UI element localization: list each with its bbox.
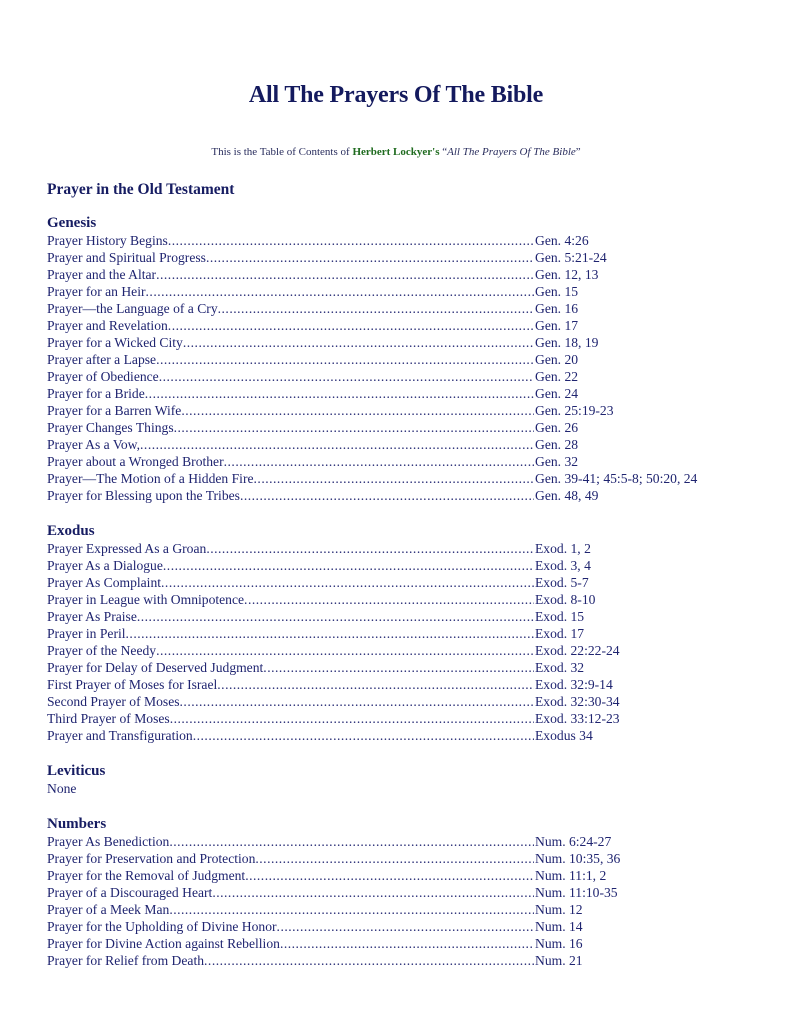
- entry-title: Prayer of a Discouraged Heart: [47, 885, 213, 900]
- scripture-reference: Gen. 12, 13: [535, 267, 599, 282]
- dot-leader: [174, 419, 534, 436]
- scripture-reference: Gen. 39-41; 45:5-8; 50:20, 24: [535, 471, 698, 486]
- entry-title-with-leaders: [47, 574, 534, 591]
- toc-entry: [47, 727, 747, 744]
- entry-title: Prayer and Revelation: [47, 318, 168, 333]
- dot-leader: [146, 283, 534, 300]
- scripture-reference: Num. 14: [535, 919, 583, 934]
- entry-title: Prayer for the Upholding of Divine Honor: [47, 919, 277, 934]
- toc-entry: [47, 453, 747, 470]
- entry-title-with-leaders: [47, 402, 534, 419]
- entry-title-with-leaders: [47, 608, 534, 625]
- entry-title-with-leaders: [47, 300, 534, 317]
- dot-leader: [240, 487, 534, 504]
- dot-leader: [204, 952, 534, 969]
- scripture-reference: Gen. 20: [535, 352, 579, 367]
- author-name: Herbert Lockyer's: [352, 146, 440, 158]
- toc-entry: [47, 351, 747, 368]
- entry-title: Prayer As Benediction: [47, 834, 170, 849]
- entry-title: Prayer for a Bride: [47, 386, 145, 401]
- entry-title-with-leaders: [47, 867, 534, 884]
- scripture-reference: Exod. 22:22-24: [535, 643, 620, 658]
- close-quote: ”: [575, 146, 581, 158]
- entry-title-with-leaders: [47, 918, 534, 935]
- entry-title: Prayer of a Meek Man: [47, 902, 170, 917]
- toc-entry: [47, 935, 747, 952]
- dot-leader: [156, 266, 534, 283]
- entry-title: Prayer As Complaint: [47, 575, 162, 590]
- entry-title: Prayer about a Wronged Brother: [47, 454, 224, 469]
- dot-leader: [206, 249, 534, 266]
- toc-entry: [47, 608, 747, 625]
- scripture-reference: Exod. 1, 2: [535, 541, 591, 556]
- toc-entry: [47, 487, 747, 504]
- scripture-reference: Gen. 32: [535, 454, 579, 469]
- toc-entry: [47, 266, 747, 283]
- dot-leader: [169, 833, 534, 850]
- dot-leader: [277, 918, 534, 935]
- entry-title: Prayer in Peril: [47, 626, 126, 641]
- scripture-reference: Gen. 5:21-24: [535, 250, 607, 265]
- toc-entry: [47, 693, 747, 710]
- scripture-reference: Gen. 18, 19: [535, 335, 599, 350]
- toc-entry: [47, 867, 747, 884]
- entry-title: Prayer of Obedience: [47, 369, 159, 384]
- entry-title-with-leaders: [47, 884, 534, 901]
- entry-title: Prayer for Preservation and Protection: [47, 851, 256, 866]
- scripture-reference: Exod. 32:30-34: [535, 694, 620, 709]
- dot-leader: [255, 850, 534, 867]
- entry-title: Prayer History Begins: [47, 233, 168, 248]
- entry-title: Prayer—the Language of a Cry: [47, 301, 218, 316]
- entry-title: Prayer Expressed As a Groan: [47, 541, 207, 556]
- entry-title-with-leaders: [47, 283, 534, 300]
- toc-entry: [47, 540, 747, 557]
- entry-title: Prayer and Transfiguration: [47, 728, 193, 743]
- dot-leader: [254, 470, 534, 487]
- toc-entry: [47, 317, 747, 334]
- entry-title-with-leaders: [47, 952, 534, 969]
- dot-leader: [263, 659, 534, 676]
- toc-entry: [47, 300, 747, 317]
- toc-entry: [47, 710, 747, 727]
- dot-leader: [181, 402, 534, 419]
- scripture-reference: Gen. 22: [535, 369, 579, 384]
- scripture-reference: Num. 11:10-35: [535, 885, 618, 900]
- toc-entry: [47, 625, 747, 642]
- dot-leader: [140, 436, 534, 453]
- scripture-reference: Num. 10:35, 36: [535, 851, 621, 866]
- toc-entry: [47, 470, 747, 487]
- entry-title-with-leaders: [47, 901, 534, 918]
- entry-title: Prayer of the Needy: [47, 643, 157, 658]
- entry-title-with-leaders: [47, 436, 534, 453]
- dot-leader: [180, 693, 534, 710]
- entry-title: Prayer As a Vow,: [47, 437, 141, 452]
- toc-entry: [47, 232, 747, 249]
- dot-leader: [245, 867, 534, 884]
- open-quote: “: [439, 146, 448, 158]
- toc-entry: [47, 249, 747, 266]
- scripture-reference: Gen. 25:19-23: [535, 403, 614, 418]
- toc-entry: [47, 402, 747, 419]
- toc-entry: [47, 659, 747, 676]
- toc-entry: [47, 368, 747, 385]
- entry-title-with-leaders: [47, 642, 534, 659]
- scripture-reference: Exod. 15: [535, 609, 585, 624]
- dot-leader: [218, 300, 534, 317]
- dot-leader: [168, 232, 534, 249]
- dot-leader: [217, 676, 534, 693]
- entry-title: Prayer for the Removal of Judgment: [47, 868, 246, 883]
- entry-title: Prayer—The Motion of a Hidden Fire: [47, 471, 254, 486]
- scripture-reference: Exodus 34: [535, 728, 593, 743]
- scripture-reference: Gen. 17: [535, 318, 579, 333]
- entry-title-with-leaders: [47, 659, 534, 676]
- entry-title: Prayer for a Wicked City: [47, 335, 183, 350]
- entry-title-with-leaders: [47, 368, 534, 385]
- section-exodus: [47, 522, 747, 744]
- toc-entry: [47, 833, 747, 850]
- entry-title-with-leaders: [47, 625, 534, 642]
- toc-entry: [47, 334, 747, 351]
- scripture-reference: Exod. 3, 4: [535, 558, 591, 573]
- toc-entry: [47, 918, 747, 935]
- toc-entry: [47, 850, 747, 867]
- dot-leader: [193, 727, 534, 744]
- scripture-reference: Num. 21: [535, 953, 583, 968]
- toc-entry: [47, 419, 747, 436]
- entry-title: Second Prayer of Moses: [47, 694, 180, 709]
- scripture-reference: Gen. 15: [535, 284, 579, 299]
- none-text: None: [47, 781, 77, 796]
- toc-entry: [47, 884, 747, 901]
- sections-container: [47, 214, 747, 969]
- entry-title-with-leaders: [47, 833, 534, 850]
- toc-entry: [47, 676, 747, 693]
- dot-leader: [170, 710, 534, 727]
- scripture-reference: Exod. 17: [535, 626, 585, 641]
- page-title: All The Prayers Of The Bible: [248, 82, 544, 108]
- entry-title-with-leaders: [47, 591, 534, 608]
- section-heading: Exodus: [47, 523, 95, 539]
- dot-leader: [163, 557, 534, 574]
- entry-title: Prayer for a Barren Wife: [47, 403, 182, 418]
- entry-title: Prayer for Relief from Death: [47, 953, 205, 968]
- scripture-reference: Exod. 32:9-14: [535, 677, 613, 692]
- entry-title: Prayer and Spiritual Progress: [47, 250, 206, 265]
- dot-leader: [156, 642, 534, 659]
- entry-title-with-leaders: [47, 727, 534, 744]
- entry-title: First Prayer of Moses for Israel: [47, 677, 218, 692]
- scripture-reference: Exod. 32: [535, 660, 585, 675]
- section-heading: Genesis: [47, 215, 97, 231]
- entry-title-with-leaders: [47, 317, 534, 334]
- entry-title-with-leaders: [47, 487, 534, 504]
- scripture-reference: Gen. 48, 49: [535, 488, 599, 503]
- part-heading: Prayer in the Old Testament: [47, 181, 235, 198]
- subtitle-prefix: This is the Table of Contents of: [211, 146, 353, 158]
- scripture-reference: Num. 11:1, 2: [535, 868, 607, 883]
- entry-title: Prayer for Delay of Deserved Judgment: [47, 660, 264, 675]
- entry-title: Prayer for Divine Action against Rebellion: [47, 936, 280, 951]
- entry-title-with-leaders: [47, 232, 534, 249]
- dot-leader: [212, 884, 534, 901]
- entry-title: Prayer for Blessing upon the Tribes: [47, 488, 240, 503]
- scripture-reference: Gen. 26: [535, 420, 579, 435]
- entry-title-with-leaders: [47, 710, 534, 727]
- dot-leader: [168, 317, 534, 334]
- scripture-reference: Gen. 16: [535, 301, 579, 316]
- scripture-reference: Gen. 24: [535, 386, 579, 401]
- toc-entry: [47, 436, 747, 453]
- entry-title: Prayer As a Dialogue: [47, 558, 163, 573]
- dot-leader: [161, 574, 534, 591]
- entry-title: Prayer and the Altar: [47, 267, 157, 282]
- toc-entry: [47, 557, 747, 574]
- entry-title-with-leaders: [47, 850, 534, 867]
- entry-title: Prayer after a Lapse: [47, 352, 157, 367]
- dot-leader: [159, 368, 534, 385]
- entry-title-with-leaders: [47, 693, 534, 710]
- dot-leader: [280, 935, 534, 952]
- scripture-reference: Gen. 28: [535, 437, 579, 452]
- scripture-reference: Gen. 4:26: [535, 233, 589, 248]
- dot-leader: [224, 453, 534, 470]
- toc-entry: [47, 591, 747, 608]
- entry-title: Prayer in League with Omnipotence: [47, 592, 245, 607]
- section-genesis: [47, 214, 747, 504]
- entry-title: Prayer for an Heir: [47, 284, 146, 299]
- entry-title-with-leaders: [47, 540, 534, 557]
- toc-entry: [47, 642, 747, 659]
- dot-leader: [169, 901, 534, 918]
- toc-entry: [47, 574, 747, 591]
- scripture-reference: Exod. 5-7: [535, 575, 589, 590]
- entry-title: Prayer As Praise: [47, 609, 137, 624]
- scripture-reference: Num. 12: [535, 902, 583, 917]
- scripture-reference: Num. 6:24-27: [535, 834, 612, 849]
- entry-title-with-leaders: [47, 334, 534, 351]
- toc-entry: [47, 952, 747, 969]
- entry-title-with-leaders: [47, 557, 534, 574]
- dot-leader: [126, 625, 534, 642]
- section-heading: Leviticus: [47, 763, 106, 779]
- section-heading: Numbers: [47, 816, 107, 832]
- book-title: All The Prayers Of The Bible: [447, 146, 576, 158]
- scripture-reference: Num. 16: [535, 936, 583, 951]
- toc-entry: [47, 283, 747, 300]
- dot-leader: [137, 608, 534, 625]
- table-of-contents: [47, 180, 747, 987]
- section-leviticus: [47, 762, 747, 797]
- entry-title-with-leaders: [47, 385, 534, 402]
- toc-entry: [47, 901, 747, 918]
- entry-title-with-leaders: [47, 266, 534, 283]
- dot-leader: [244, 591, 534, 608]
- scripture-reference: Exod. 8-10: [535, 592, 596, 607]
- scripture-reference: Exod. 33:12-23: [535, 711, 620, 726]
- entry-title-with-leaders: [47, 453, 534, 470]
- entry-title: Third Prayer of Moses: [47, 711, 170, 726]
- dot-leader: [206, 540, 534, 557]
- toc-entry: [47, 385, 747, 402]
- dot-leader: [156, 351, 534, 368]
- entry-title-with-leaders: [47, 676, 534, 693]
- dot-leader: [145, 385, 534, 402]
- subtitle: [0, 146, 792, 158]
- entry-title-with-leaders: [47, 249, 534, 266]
- entry-title-with-leaders: [47, 470, 534, 487]
- entry-title-with-leaders: [47, 935, 534, 952]
- entry-title-with-leaders: [47, 351, 534, 368]
- section-numbers: [47, 815, 747, 969]
- entry-title: Prayer Changes Things: [47, 420, 174, 435]
- entry-title-with-leaders: [47, 419, 534, 436]
- dot-leader: [183, 334, 534, 351]
